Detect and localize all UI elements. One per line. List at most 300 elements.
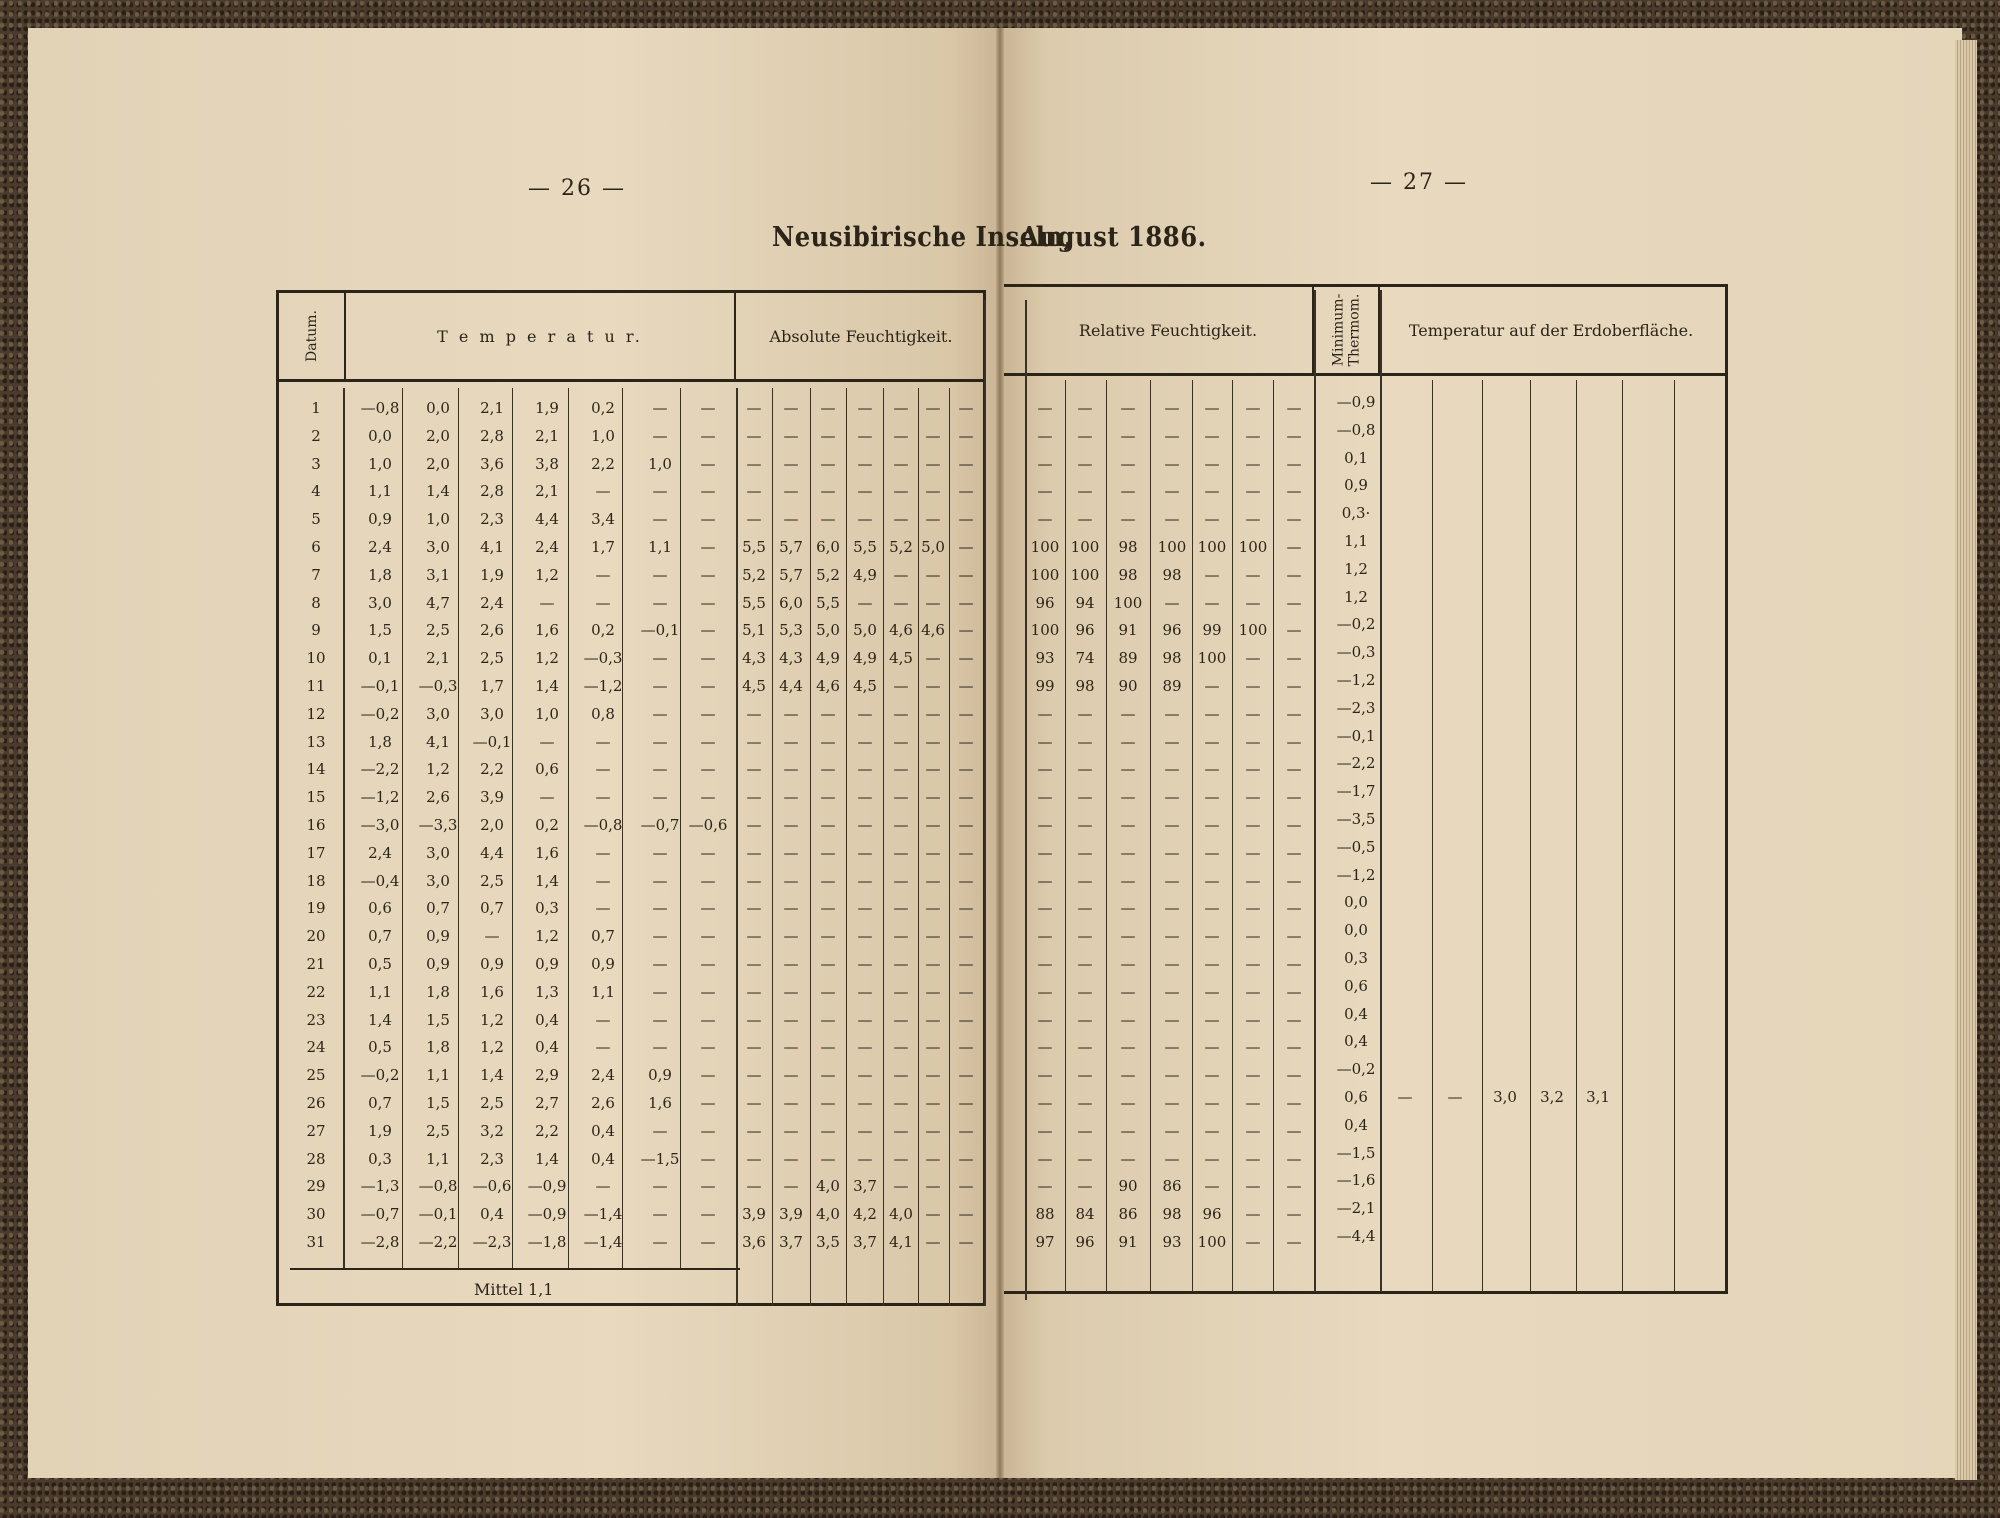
absolute-cell: 5,5: [853, 538, 877, 556]
relative-cell: —: [1037, 760, 1053, 779]
minimum-cell: 1,2: [1344, 587, 1368, 606]
temperatur-cell: —0,1: [472, 732, 512, 751]
temperatur-cell: —0,2: [360, 1066, 400, 1085]
temperatur-cell: 1,4: [368, 1010, 392, 1029]
temperatur-cell: 1,5: [426, 1094, 450, 1112]
minimum-cell: 1,1: [1344, 532, 1368, 550]
relative-cell: —: [1077, 1066, 1093, 1085]
absolute-cell: —: [783, 732, 799, 751]
relative-cell: —: [1245, 399, 1261, 417]
absolute-cell: —: [783, 1149, 799, 1168]
temperatur-cell: 1,2: [535, 649, 559, 668]
absolute-cell: —: [958, 927, 974, 946]
absolute-cell: —: [958, 1205, 974, 1224]
relative-cell: —: [1120, 482, 1136, 501]
temperatur-cell: —0,6: [688, 816, 728, 834]
temperatur-cell: —: [700, 510, 716, 529]
temperatur-cell: —: [652, 982, 668, 1001]
absolute-cell: —: [820, 704, 836, 723]
relative-cell: —: [1204, 1177, 1220, 1196]
relative-cell: —: [1204, 482, 1220, 501]
absolute-cell: —: [783, 426, 799, 445]
absolute-cell: —: [958, 593, 974, 612]
temperatur-cell: 0,3: [368, 1149, 392, 1168]
absolute-cell: —: [783, 1121, 799, 1140]
absolute-cell: —: [783, 1177, 799, 1196]
absolute-cell: —: [958, 955, 974, 973]
temperatur-cell: 2,4: [368, 538, 392, 556]
relative-cell: —: [1037, 454, 1053, 473]
absolute-cell: —: [925, 482, 941, 501]
absolute-cell: —: [893, 1177, 909, 1196]
absolute-cell: 6,0: [816, 538, 840, 556]
absolute-cell: —: [857, 593, 873, 612]
relative-cell: —: [1286, 1177, 1302, 1196]
relative-cell: —: [1077, 426, 1093, 445]
relative-cell: 100: [1030, 565, 1060, 584]
relative-cell: —: [1164, 399, 1180, 417]
temperatur-cell: —: [700, 927, 716, 946]
temperatur-cell: —1,3: [360, 1177, 400, 1196]
relative-cell: 99: [1035, 677, 1055, 695]
absolute-cell: 5,5: [742, 538, 766, 556]
absolute-cell: —: [925, 871, 941, 890]
minimum-cell: 0,0: [1344, 893, 1368, 912]
absolute-cell: —: [857, 955, 873, 973]
absolute-cell: —: [783, 816, 799, 834]
absolute-cell: 4,4: [779, 677, 803, 695]
temperatur-cell: 1,6: [480, 982, 504, 1001]
temperatur-cell: 3,8: [535, 454, 559, 473]
temperatur-cell: 1,4: [426, 482, 450, 501]
temperatur-cell: —: [539, 788, 555, 807]
temperatur-cell: 1,6: [648, 1094, 672, 1112]
absolute-cell: —: [925, 1177, 941, 1196]
temperatur-cell: —2,3: [472, 1233, 512, 1251]
absolute-cell: —: [925, 732, 941, 751]
datum-header: [279, 293, 346, 379]
relative-cell: —: [1286, 871, 1302, 890]
absolute-cell: 5,5: [742, 593, 766, 612]
absolute-cell: 5,2: [742, 565, 766, 584]
relative-cell: 100: [1238, 621, 1268, 640]
absolute-cell: —: [857, 871, 873, 890]
absolute-cell: —: [958, 899, 974, 918]
erdoberflaeche-header: Temperatur auf der Erdoberfläche.: [1408, 320, 1694, 340]
temperatur-cell: 3,0: [368, 593, 392, 612]
temperatur-cell: —: [700, 955, 716, 973]
relative-cell: —: [1077, 1177, 1093, 1196]
relative-cell: —: [1077, 982, 1093, 1001]
absolute-cell: 4,1: [889, 1233, 913, 1251]
temperatur-cell: 2,8: [480, 482, 504, 501]
relative-cell: —: [1037, 1094, 1053, 1112]
temperatur-cell: —: [652, 843, 668, 862]
temperatur-cell: —: [595, 788, 611, 807]
minimum-cell: 0,6: [1344, 1088, 1368, 1106]
absolute-cell: —: [746, 732, 762, 751]
relative-cell: —: [1245, 426, 1261, 445]
temperatur-cell: 1,2: [480, 1038, 504, 1057]
absolute-cell: —: [820, 1094, 836, 1112]
relative-cell: —: [1245, 927, 1261, 946]
relative-cell: 97: [1035, 1233, 1055, 1251]
absolute-cell: —: [893, 955, 909, 973]
absolute-cell: —: [820, 510, 836, 529]
temperatur-cell: —0,3: [418, 677, 458, 695]
temperatur-cell: 1,6: [535, 843, 559, 862]
absolute-cell: —: [925, 927, 941, 946]
absolute-cell: 3,9: [779, 1205, 803, 1224]
relative-cell: —: [1120, 788, 1136, 807]
relative-cell: 86: [1162, 1177, 1182, 1196]
relative-cell: —: [1245, 1121, 1261, 1140]
relative-cell: 94: [1075, 593, 1095, 612]
temperatur-cell: 2,3: [480, 1149, 504, 1168]
absolute-cell: —: [925, 1121, 941, 1140]
absolute-cell: —: [958, 510, 974, 529]
temperatur-cell: 1,0: [368, 454, 392, 473]
absolute-cell: —: [746, 482, 762, 501]
relative-cell: 100: [1238, 538, 1268, 556]
relative-cell: —: [1286, 1121, 1302, 1140]
absolute-cell: —: [746, 927, 762, 946]
temperatur-cell: 2,1: [535, 426, 559, 445]
temperatur-cell: —: [652, 1010, 668, 1029]
temperatur-cell: —3,0: [360, 816, 400, 834]
absolute-cell: —: [746, 955, 762, 973]
temperatur-cell: 0,4: [591, 1149, 615, 1168]
temperatur-cell: —: [652, 426, 668, 445]
minimum-cell: 0,4: [1344, 1115, 1368, 1134]
datum-cell: 23: [306, 1010, 326, 1029]
temperatur-cell: —1,4: [583, 1233, 623, 1251]
temperatur-cell: —1,8: [527, 1233, 567, 1251]
minimum-cell: 0,9: [1344, 476, 1368, 495]
temperatur-cell: 2,1: [535, 482, 559, 501]
column-rule: [1530, 380, 1531, 1292]
datum-cell: 21: [306, 955, 326, 973]
relative-cell: —: [1245, 816, 1261, 834]
relative-cell: —: [1164, 704, 1180, 723]
absolute-cell: —: [925, 1010, 941, 1029]
absolute-cell: —: [958, 760, 974, 779]
relative-cell: —: [1286, 704, 1302, 723]
datum-cell: 29: [306, 1177, 326, 1196]
datum-cell: 20: [306, 927, 326, 946]
relative-cell: —: [1037, 788, 1053, 807]
absolute-cell: —: [893, 704, 909, 723]
temperatur-cell: 1,8: [426, 1038, 450, 1057]
absolute-cell: —: [820, 871, 836, 890]
absolute-cell: —: [857, 482, 873, 501]
temperatur-cell: 0,9: [368, 510, 392, 529]
minimum-cell: 0,1: [1344, 448, 1368, 467]
temperatur-cell: 1,4: [535, 871, 559, 890]
datum-cell: 10: [306, 649, 326, 668]
temperatur-cell: 0,0: [426, 399, 450, 417]
relative-cell: 74: [1075, 649, 1095, 668]
relative-cell: —: [1286, 649, 1302, 668]
minimum-cell: —0,5: [1336, 837, 1376, 856]
minimum-cell: —4,4: [1336, 1227, 1376, 1245]
relative-cell: —: [1286, 565, 1302, 584]
absolute-cell: —: [857, 1149, 873, 1168]
temperatur-cell: 2,7: [535, 1094, 559, 1112]
temperatur-cell: —0,7: [360, 1205, 400, 1224]
absolute-cell: —: [893, 732, 909, 751]
absolute-cell: —: [857, 788, 873, 807]
temperatur-cell: —: [700, 1038, 716, 1057]
temperatur-cell: —: [700, 1121, 716, 1140]
relative-cell: —: [1120, 1038, 1136, 1057]
relative-cell: —: [1204, 1038, 1220, 1057]
relative-cell: —: [1077, 704, 1093, 723]
relative-cell: —: [1164, 1094, 1180, 1112]
datum-cell: 26: [306, 1094, 326, 1112]
relative-cell: 100: [1197, 1233, 1227, 1251]
temperatur-cell: —1,2: [583, 677, 623, 695]
erdoberflaeche-cell: 3,0: [1493, 1088, 1517, 1106]
temperatur-cell: 0,7: [368, 927, 392, 946]
temperatur-cell: 2,8: [480, 426, 504, 445]
absolute-cell: 4,3: [742, 649, 766, 668]
relative-cell: —: [1286, 1205, 1302, 1224]
absolute-cell: 5,5: [816, 593, 840, 612]
datum-cell: 16: [306, 816, 326, 834]
temperatur-cell: 1,2: [535, 565, 559, 584]
absolute-cell: —: [958, 1010, 974, 1029]
temperatur-cell: —2,8: [360, 1233, 400, 1251]
temperatur-cell: —: [700, 482, 716, 501]
absolute-cell: —: [925, 955, 941, 973]
temperatur-cell: —: [595, 1038, 611, 1057]
relative-cell: —: [1245, 649, 1261, 668]
absolute-cell: —: [958, 1121, 974, 1140]
relative-cell: —: [1286, 982, 1302, 1001]
title-location: Neusibirische Inseln,: [772, 222, 1073, 253]
temperatur-cell: —: [652, 1177, 668, 1196]
temperatur-cell: 1,1: [426, 1066, 450, 1085]
absolute-cell: —: [746, 454, 762, 473]
datum-cell: 13: [306, 732, 326, 751]
absolute-cell: —: [958, 1177, 974, 1196]
temperatur-cell: —2,2: [360, 760, 400, 779]
temperatur-cell: —: [539, 593, 555, 612]
datum-cell: 2: [311, 426, 321, 445]
absolute-cell: 3,7: [853, 1177, 877, 1196]
absolute-cell: 4,6: [921, 621, 945, 640]
temperatur-cell: 1,1: [591, 982, 615, 1001]
absolute-cell: 5,1: [742, 621, 766, 640]
temperatur-cell: 1,9: [368, 1121, 392, 1140]
absolute-cell: —: [925, 843, 941, 862]
relative-cell: 100: [1197, 649, 1227, 668]
relative-cell: —: [1037, 871, 1053, 890]
temperatur-cell: —: [595, 760, 611, 779]
absolute-cell: —: [893, 788, 909, 807]
relative-cell: 86: [1118, 1205, 1138, 1224]
relative-cell: —: [1120, 1121, 1136, 1140]
temperatur-cell: —: [700, 538, 716, 556]
column-rule: [1432, 380, 1433, 1292]
relative-cell: 89: [1118, 649, 1138, 668]
absolute-cell: 3,7: [853, 1233, 877, 1251]
relative-cell: —: [1286, 454, 1302, 473]
right-page-number: — 27 —: [1370, 170, 1468, 195]
temperatur-cell: 1,0: [648, 454, 672, 473]
temperatur-cell: —1,4: [583, 1205, 623, 1224]
relative-header: Relative Feuchtigkeit.: [1024, 287, 1314, 373]
relative-cell: 96: [1075, 1233, 1095, 1251]
relative-cell: —: [1204, 1094, 1220, 1112]
relative-cell: —: [1286, 482, 1302, 501]
relative-cell: 93: [1035, 649, 1055, 668]
relative-cell: —: [1204, 704, 1220, 723]
minimum-cell: —1,7: [1336, 782, 1376, 801]
relative-cell: —: [1037, 510, 1053, 529]
temperatur-cell: —0,9: [527, 1205, 567, 1224]
absolute-cell: —: [820, 1121, 836, 1140]
temperatur-cell: 0,8: [591, 704, 615, 723]
relative-cell: —: [1204, 732, 1220, 751]
absolute-cell: —: [783, 1038, 799, 1057]
relative-cell: 89: [1162, 677, 1182, 695]
absolute-cell: —: [958, 788, 974, 807]
page-edges: [1955, 40, 1977, 1480]
relative-cell: —: [1286, 677, 1302, 695]
relative-cell: —: [1120, 426, 1136, 445]
relative-cell: —: [1286, 593, 1302, 612]
relative-cell: —: [1286, 955, 1302, 973]
temperatur-cell: —0,2: [360, 704, 400, 723]
absolute-cell: —: [925, 982, 941, 1001]
absolute-cell: 4,3: [779, 649, 803, 668]
relative-cell: —: [1120, 871, 1136, 890]
temperatur-cell: —0,4: [360, 871, 400, 890]
absolute-cell: —: [783, 1010, 799, 1029]
temperatur-cell: —0,7: [640, 816, 680, 834]
temperatur-cell: —: [700, 1066, 716, 1085]
temperatur-cell: —1,5: [640, 1149, 680, 1168]
absolute-cell: —: [925, 704, 941, 723]
absolute-cell: —: [893, 1038, 909, 1057]
relative-cell: —: [1245, 1205, 1261, 1224]
temperatur-cell: 1,8: [426, 982, 450, 1001]
temperatur-cell: —0,1: [418, 1205, 458, 1224]
absolute-cell: 4,0: [889, 1205, 913, 1224]
relative-cell: —: [1164, 482, 1180, 501]
temperatur-cell: 0,2: [591, 399, 615, 417]
relative-cell: —: [1037, 399, 1053, 417]
absolute-cell: —: [925, 1149, 941, 1168]
absolute-cell: —: [857, 1010, 873, 1029]
temperatur-cell: 1,8: [368, 565, 392, 584]
temperatur-cell: —: [652, 510, 668, 529]
relative-cell: —: [1077, 1010, 1093, 1029]
temperatur-cell: —: [700, 982, 716, 1001]
relative-cell: —: [1245, 482, 1261, 501]
absolute-cell: 4,5: [853, 677, 877, 695]
temperatur-cell: 0,4: [535, 1010, 559, 1029]
absolute-cell: —: [958, 816, 974, 834]
minimum-cell: —3,5: [1336, 810, 1376, 828]
relative-cell: 99: [1202, 621, 1222, 640]
relative-cell: —: [1286, 1094, 1302, 1112]
temperatur-cell: —: [700, 399, 716, 417]
relative-cell: —: [1245, 871, 1261, 890]
minimum-cell: 1,2: [1344, 559, 1368, 578]
temperatur-cell: 2,0: [480, 816, 504, 834]
minimum-cell: —2,2: [1336, 754, 1376, 773]
absolute-cell: —: [857, 510, 873, 529]
minimum-header: [1314, 287, 1380, 373]
relative-cell: —: [1204, 510, 1220, 529]
temperatur-cell: 1,1: [368, 482, 392, 501]
minimum-cell: —1,5: [1336, 1143, 1376, 1162]
temperatur-cell: —: [700, 732, 716, 751]
relative-cell: —: [1204, 1066, 1220, 1085]
temperatur-cell: 1,7: [480, 677, 504, 695]
temperatur-cell: —: [700, 760, 716, 779]
temperatur-cell: —: [595, 1177, 611, 1196]
absolute-cell: —: [925, 649, 941, 668]
left-page-number: — 26 —: [528, 176, 626, 201]
temperatur-cell: 3,0: [480, 704, 504, 723]
temperatur-cell: 2,1: [426, 649, 450, 668]
absolute-cell: 5,2: [816, 565, 840, 584]
absolute-cell: —: [958, 1094, 974, 1112]
temperatur-cell: 2,5: [480, 871, 504, 890]
absolute-cell: 4,9: [853, 649, 877, 668]
relative-cell: —: [1037, 816, 1053, 834]
relative-cell: 96: [1162, 621, 1182, 640]
temperatur-cell: 1,3: [535, 982, 559, 1001]
temperatur-cell: —: [652, 788, 668, 807]
relative-cell: —: [1077, 843, 1093, 862]
absolute-cell: —: [925, 677, 941, 695]
relative-cell: 84: [1075, 1205, 1095, 1224]
absolute-cell: —: [746, 426, 762, 445]
absolute-cell: —: [893, 982, 909, 1001]
absolute-cell: —: [783, 982, 799, 1001]
absolute-cell: —: [857, 1094, 873, 1112]
minimum-cell: 0,3·: [1341, 504, 1371, 523]
absolute-cell: —: [746, 871, 762, 890]
absolute-cell: —: [857, 899, 873, 918]
absolute-cell: —: [893, 565, 909, 584]
relative-cell: 91: [1118, 1233, 1138, 1251]
relative-cell: 100: [1157, 538, 1187, 556]
relative-cell: —: [1164, 454, 1180, 473]
erdoberflaeche-cell: 3,2: [1540, 1088, 1564, 1106]
relative-cell: —: [1120, 899, 1136, 918]
absolute-cell: —: [783, 510, 799, 529]
temperatur-cell: —: [700, 593, 716, 612]
relative-cell: —: [1245, 677, 1261, 695]
absolute-cell: 4,9: [853, 565, 877, 584]
absolute-cell: —: [958, 1233, 974, 1251]
absolute-cell: —: [857, 843, 873, 862]
absolute-cell: 5,0: [853, 621, 877, 640]
datum-cell: 19: [306, 899, 326, 918]
datum-cell: 14: [306, 760, 326, 779]
temperatur-cell: 0,6: [368, 899, 392, 918]
absolute-cell: —: [783, 399, 799, 417]
right-table-header: [1004, 287, 1725, 376]
relative-cell: —: [1204, 982, 1220, 1001]
temperatur-cell: —0,8: [583, 816, 623, 834]
